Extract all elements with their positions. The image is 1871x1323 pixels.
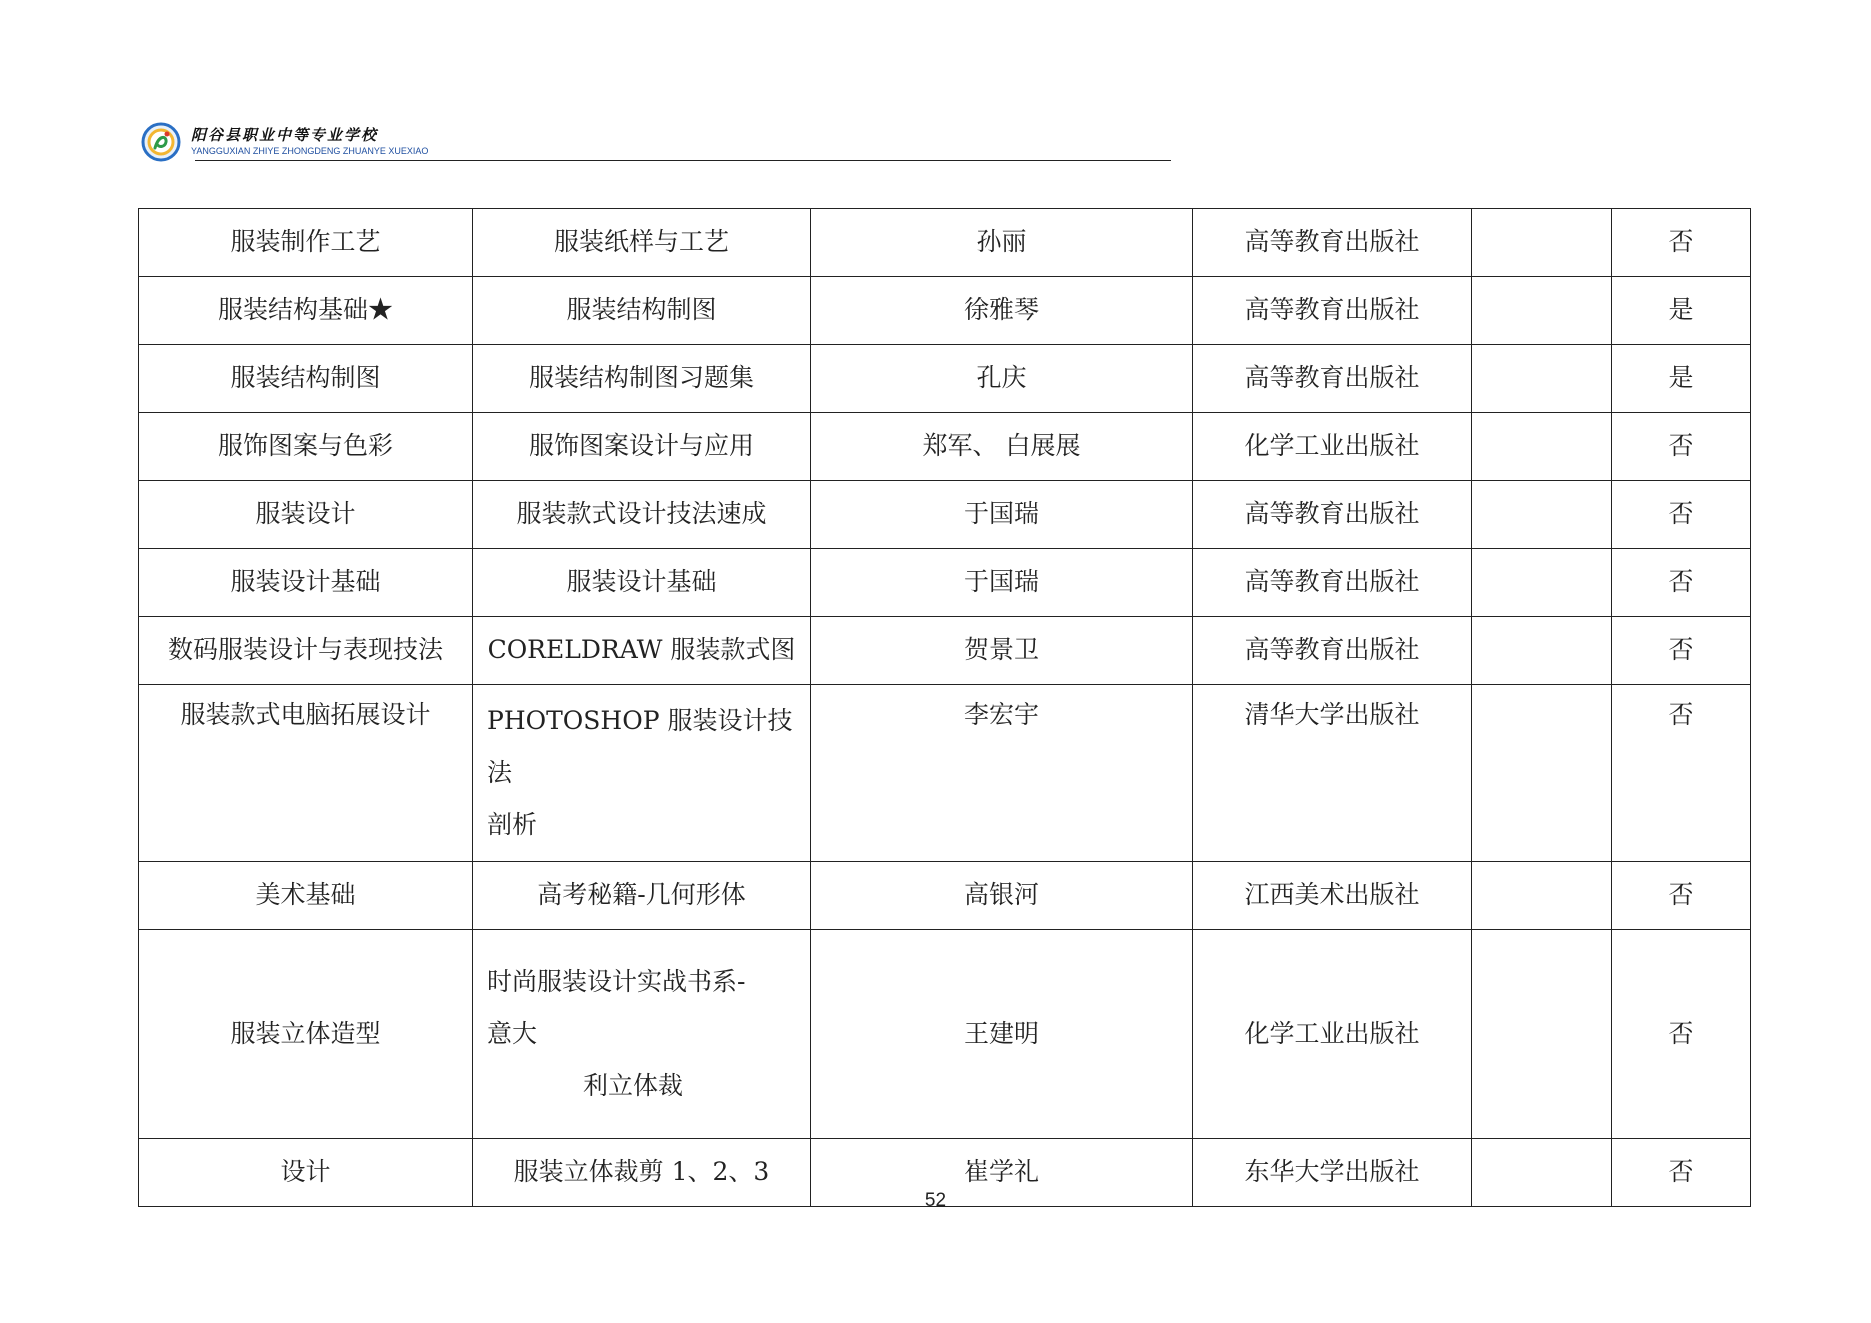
textbook-cell: 服装设计基础 — [473, 549, 811, 617]
publisher-cell: 高等教育出版社 — [1193, 209, 1472, 277]
blank-cell — [1472, 930, 1612, 1139]
textbook-line: 利立体裁 — [583, 1071, 684, 1100]
table-row — [139, 685, 1751, 862]
textbook-cell: CORELDRAW 服装款式图 — [473, 617, 811, 685]
textbook-table — [138, 208, 1751, 1207]
textbook-cell: 服饰图案设计与应用 — [473, 413, 811, 481]
table-row — [139, 617, 1751, 685]
author-cell: 郑军、 白展展 — [811, 413, 1193, 481]
blank-cell — [1472, 685, 1612, 862]
flag-cell: 否 — [1612, 209, 1751, 277]
textbook-cell: 高考秘籍-几何形体 — [473, 862, 811, 930]
header-divider — [195, 160, 1171, 161]
course-cell: 服装设计基础 — [139, 549, 473, 617]
author-cell: 贺景卫 — [811, 617, 1193, 685]
publisher-cell: 化学工业出版社 — [1193, 930, 1472, 1139]
publisher-cell: 高等教育出版社 — [1193, 277, 1472, 345]
blank-cell — [1472, 617, 1612, 685]
publisher-cell: 高等教育出版社 — [1193, 481, 1472, 549]
flag-cell: 否 — [1612, 930, 1751, 1139]
blank-cell — [1472, 862, 1612, 930]
flag-cell: 是 — [1612, 277, 1751, 345]
flag-cell: 否 — [1612, 862, 1751, 930]
table-row — [139, 549, 1751, 617]
school-pinyin: YANGGUXIAN ZHIYE ZHONGDENG ZHUANYE XUEXIAO — [191, 146, 429, 156]
publisher-cell: 高等教育出版社 — [1193, 345, 1472, 413]
table-row — [139, 930, 1751, 1139]
publisher-cell: 东华大学出版社 — [1193, 1139, 1472, 1207]
flag-cell: 否 — [1612, 617, 1751, 685]
textbook-line: 时尚服装设计实战书系- — [487, 967, 746, 996]
table-row — [139, 209, 1751, 277]
course-cell: 设计 — [139, 1139, 473, 1207]
course-cell: 服装结构制图 — [139, 345, 473, 413]
flag-cell: 否 — [1612, 549, 1751, 617]
flag-cell: 是 — [1612, 345, 1751, 413]
table-row — [139, 413, 1751, 481]
author-cell: 于国瑞 — [811, 549, 1193, 617]
author-cell: 孙丽 — [811, 209, 1193, 277]
table-row — [139, 481, 1751, 549]
flag-cell: 否 — [1612, 413, 1751, 481]
blank-cell — [1472, 549, 1612, 617]
author-cell: 王建明 — [811, 930, 1193, 1139]
textbook-cell: 服装结构制图习题集 — [473, 345, 811, 413]
course-cell: 服装设计 — [139, 481, 473, 549]
course-cell: 数码服装设计与表现技法 — [139, 617, 473, 685]
blank-cell — [1472, 481, 1612, 549]
course-cell: 服饰图案与色彩 — [139, 413, 473, 481]
course-cell: 服装立体造型 — [139, 930, 473, 1139]
publisher-cell: 高等教育出版社 — [1193, 549, 1472, 617]
flag-cell: 否 — [1612, 685, 1751, 862]
page-header — [141, 120, 1171, 162]
publisher-cell: 清华大学出版社 — [1193, 685, 1472, 862]
textbook-cell: 服装款式设计技法速成 — [473, 481, 811, 549]
flag-cell: 否 — [1612, 1139, 1751, 1207]
publisher-cell: 高等教育出版社 — [1193, 617, 1472, 685]
textbook-line: 剖析 — [487, 810, 538, 839]
flag-cell: 否 — [1612, 481, 1751, 549]
publisher-cell: 化学工业出版社 — [1193, 413, 1472, 481]
textbook-cell: 服装结构制图 — [473, 277, 811, 345]
author-cell: 于国瑞 — [811, 481, 1193, 549]
course-cell: 服装制作工艺 — [139, 209, 473, 277]
table-row — [139, 345, 1751, 413]
blank-cell — [1472, 209, 1612, 277]
author-cell: 李宏宇 — [811, 685, 1193, 862]
textbook-line: PHOTOSHOP 服装设计技法 — [487, 706, 793, 787]
blank-cell — [1472, 277, 1612, 345]
page-number: 52 — [924, 1190, 947, 1211]
author-cell: 高银河 — [811, 862, 1193, 930]
author-cell: 孔庆 — [811, 345, 1193, 413]
textbook-cell: 服装立体裁剪 1、2、3 — [473, 1139, 811, 1207]
course-cell: 美术基础 — [139, 862, 473, 930]
school-logo-icon — [141, 122, 181, 162]
textbook-cell — [473, 930, 811, 1139]
author-cell: 崔学礼 — [811, 1139, 1193, 1207]
textbook-line: 意大 — [487, 1019, 538, 1048]
textbook-cell — [473, 685, 811, 862]
course-cell: 服装款式电脑拓展设计 — [139, 685, 473, 862]
table-row — [139, 277, 1751, 345]
table-row — [139, 862, 1751, 930]
publisher-cell: 江西美术出版社 — [1193, 862, 1472, 930]
blank-cell — [1472, 413, 1612, 481]
blank-cell — [1472, 345, 1612, 413]
textbook-cell: 服装纸样与工艺 — [473, 209, 811, 277]
course-cell: 服装结构基础★ — [139, 277, 473, 345]
school-name: 阳谷县职业中等专业学校 — [191, 126, 379, 144]
author-cell: 徐雅琴 — [811, 277, 1193, 345]
